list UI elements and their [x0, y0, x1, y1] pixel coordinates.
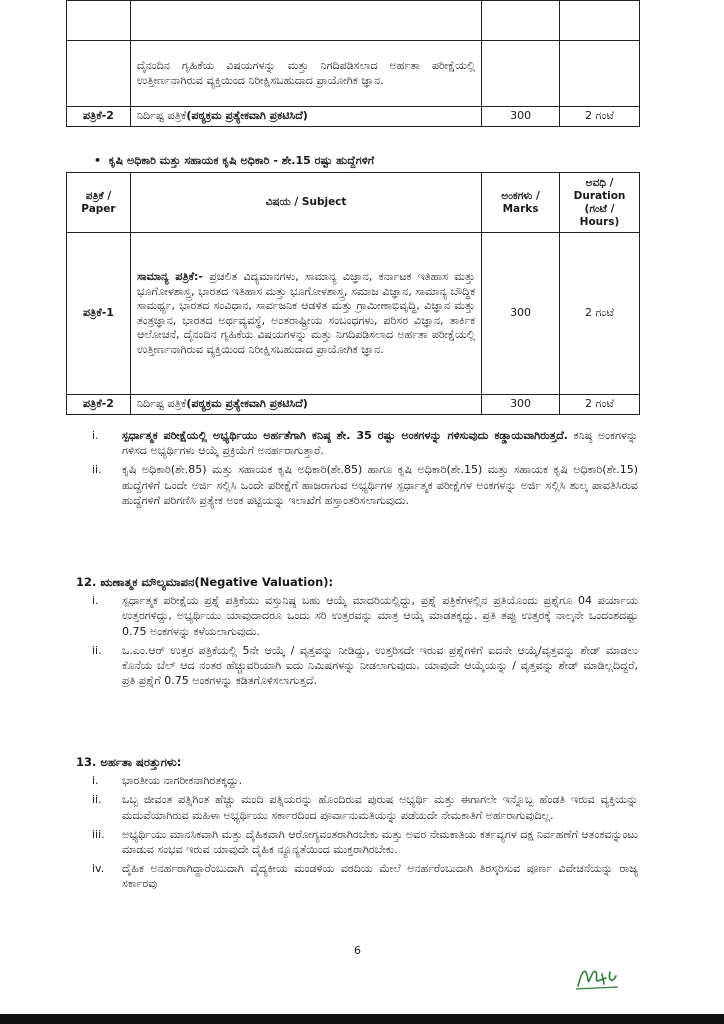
signature-mark — [572, 958, 622, 994]
top-row2-paper: ಪತ್ರಿಕೆ-2 — [67, 107, 131, 127]
top-row2-subject: ನಿರ್ದಿಷ್ಟ ಪತ್ರಿಕೆ(ಪಠ್ಯಕ್ರಮ ಪ್ರತ್ಯೇಕವಾಗಿ ಪ್ರಕಟಿಸಿದೆ) — [130, 107, 481, 127]
bullet-icon: • — [94, 154, 109, 167]
header-paper: ಪತ್ರಿಕೆ / Paper — [67, 173, 131, 233]
section13-item: ii. ಒಬ್ಬ ಜೀವಂತ ಪತ್ನಿಗಿಂತ ಹೆಚ್ಚು ಮಂದಿ ಪತ್ನಿಯರನ್ನು ಹೊಂದಿರುವ ಪುರುಷ ಅಭ್ಯರ್ಥಿ ಮತ್ತು ಈಗಾಗಲೇ ಇನ್ನೊಬ್ಬ ಹೆಂಡತಿ ಇರುವ ವ್ಯಕ್ತಿಯನ್ನು ಮದುವೆಯಾಗಿರುವ ಮಹಿಳಾ ಅಭ್ಯರ್ಥಿಯು ಸರ್ಕಾರದಿಂದ ಪೂರ್ವಾನುಮತಿಯನ್ನು ಪಡೆಯದೇ ನೇಮಕಾತಿಗೆ ಅರ್ಹರಾಗುವುದಿಲ್ಲ. — [92, 793, 638, 822]
page-number: 6 — [354, 944, 361, 957]
note-item: i. ಸ್ಪರ್ಧಾತ್ಮಕ ಪರೀಕ್ಷೆಯಲ್ಲಿ ಅಭ್ಯರ್ಥಿಯು ಅರ್ಹತೆಗಾಗಿ ಕನಿಷ್ಠ ಶೇ. 35 ರಷ್ಟು ಅಂಕಗಳನ್ನು ಗಳಿಸುವುದು ಕಡ್ಡಾಯವಾಗಿರುತ್ತದೆ. ಕನಿಷ್ಠ ಅಂಕಗಳನ್ನು ಗಳಿಸದ ಅಭ್ಯರ್ಥಿಗಳು ಆಯ್ಕೆ ಪ್ರಕ್ರಿಯೆಗೆ ಅನರ್ಹರಾಗುತ್ತಾರೆ. — [92, 429, 639, 458]
section-eligibility — [76, 755, 638, 896]
bottom-edge-bar — [0, 1014, 724, 1024]
section12-item: i. ಸ್ಪರ್ಧಾತ್ಮಕ ಪರೀಕ್ಷೆಯ ಪ್ರಶ್ನೆ ಪತ್ರಿಕೆಯು ವಸ್ತುನಿಷ್ಠ ಬಹು ಆಯ್ಕೆ ಮಾದರಿಯಲ್ಲಿದ್ದು, ಪ್ರಶ್ನೆ ಪತ್ರಿಕೆಗಳಲ್ಲಿನ ಪ್ರತಿಯೊಂದು ಪ್ರಶ್ನೆಗೂ 04 ಪರ್ಯಾಯ ಉತ್ತರಗಳಿದ್ದು, ಅಭ್ಯರ್ಥಿಯು ಯಾವುದಾದರೂ ಒಂದು ಸರಿ ಉತ್ತರವನ್ನು ಮಾತ್ರ ಆಯ್ಕೆ ಮಾಡತಕ್ಕದ್ದು. ಪ್ರತಿ ತಪ್ಪು ಉತ್ತರಕ್ಕೆ ನಾಲ್ಕನೇ ಒಂದಂಶದಷ್ಟು 0.75 ಅಂಕಗಳನ್ನು ಕಳೆಯಲಾಗುವುದು. — [92, 594, 638, 638]
section12-item: ii. ಒ.ಎಂ.ಆರ್ ಉತ್ತರ ಪತ್ರಿಕೆಯಲ್ಲಿ 5ನೇ ಆಯ್ಕೆ / ವೃತ್ತವನ್ನು ನೀಡಿದ್ದು, ಉತ್ತರಿಸದೇ ಇರುವ ಪ್ರಶ್ನೆಗಳಿಗೆ ಐದನೇ ಆಯ್ಕೆ/ವೃತ್ತವನ್ನು ಶೇಡ್ ಮಾಡಲು ಕೊನೆಯ ಬೆಲ್ ಆದ ನಂತರ ಹೆಚ್ಚುವರಿಯಾಗಿ ಐದು ನಿಮಿಷಗಳನ್ನು ನೀಡಲಾಗುವುದು. ಯಾವುದೇ ಆಯ್ಕೆಯನ್ನು / ವೃತ್ತವನ್ನು ಶೇಡ್ ಮಾಡಿಲ್ಲದಿದ್ದರೆ, ಪ್ರತಿ ಪ್ರಶ್ನೆಗೆ 0.75 ಅಂಕಗಳನ್ನು ಕಡಿತಗೊಳಿಸಲಾಗುತ್ತದೆ. — [92, 643, 638, 688]
top-syllabus-table — [66, 0, 640, 127]
section-negative-valuation — [76, 575, 638, 692]
notes-list — [76, 428, 638, 512]
row2-paper: ಪತ್ರಿಕೆ-2 — [67, 395, 131, 415]
top-row1-subject-cell: ದೈನಂದಿನ ಗೃಹಿಕೆಯ ವಿಷಯಗಳನ್ನು ಮತ್ತು ನಿಗದಿಪಡಿಸಲಾದ ಅರ್ಹತಾ ಪರೀಕ್ಷೆಯಲ್ಲಿ ಉತ್ತೀರ್ಣನಾಗಿರುವ ವ್ಯಕ್ತಿಯಿಂದ ನಿರೀಕ್ಷಿಸಬಹುದಾದ ಪ್ರಾಯೋಗಿಕ ಜ್ಞಾನ. — [130, 41, 481, 107]
section-bullet-title: • ಕೃಷಿ ಅಧಿಕಾರಿ ಮತ್ತು ಸಹಾಯಕ ಕೃಷಿ ಅಧಿಕಾರಿ - ಶೇ.15 ರಷ್ಟು ಹುದ್ದೆಗಳಿಗೆ — [94, 154, 375, 167]
header-marks: ಅಂಕಗಳು / Marks — [482, 173, 560, 233]
section13-item: i. ಭಾರತೀಯ ನಾಗರೀಕನಾಗಿರತಕ್ಕದ್ದು. — [92, 774, 243, 788]
top-row2-marks: 300 — [482, 107, 560, 127]
section13-title: 13. ಅರ್ಹತಾ ಷರತ್ತುಗಳು: — [76, 755, 182, 769]
header-duration: ಅವಧಿ / Duration (ಗಂಟೆ / Hours) — [560, 173, 640, 233]
row1-paper: ಪತ್ರಿಕೆ-1 — [67, 233, 131, 395]
row2-duration: 2 ಗಂಟೆ — [560, 395, 640, 415]
section12-title: 12. ಋಣಾತ್ಮಕ ಮೌಲ್ಯಮಾಪನ(Negative Valuation): — [76, 575, 334, 589]
note-item: ii. ಕೃಷಿ ಅಧಿಕಾರಿ(ಶೇ.85) ಮತ್ತು ಸಹಾಯಕ ಕೃಷಿ ಅಧಿಕಾರಿ(ಶೇ.85) ಹಾಗೂ ಕೃಷಿ ಅಧಿಕಾರಿ(ಶೇ.15) ಮತ್ತು ಸಹಾಯಕ ಕೃಷಿ ಅಧಿಕಾರಿ(ಶೇ.15) ಹುದ್ದೆಗಳಿಗೆ ಒಂದೇ ಅರ್ಜಿ ಸಲ್ಲಿಸಿ ಒಂದೇ ಪರೀಕ್ಷೆಗೆ ಹಾಜರಾಗುವ ಅಭ್ಯರ್ಥಿಗಳ ಸ್ಪರ್ಧಾತ್ಮಕ ಪರೀಕ್ಷೆಗಳ ಅಂಕಗಳನ್ನು ಅರ್ಜಿ ಸಲ್ಲಿಸಿ ಶುಲ್ಕ ಪಾವತಿಸಿರುವ ಹುದ್ದೆಗಳಿಗೆ ಪರಿಗಣಿಸಿ ಪ್ರತ್ಯೇಕ ಅಂಕ ಪಟ್ಟಿಯನ್ನು ಇಲಾಖೆಗೆ ಹಸ್ತಾಂತರಿಸಲಾಗುವುದು. — [92, 463, 638, 507]
top-row1-paper-cell — [67, 41, 131, 107]
header-subject: ವಿಷಯ / Subject — [130, 173, 481, 233]
row2-subject: ನಿರ್ದಿಷ್ಟ ಪತ್ರಿಕೆ(ಪಠ್ಯಕ್ರಮ ಪ್ರತ್ಯೇಕವಾಗಿ ಪ್ರಕಟಿಸಿದೆ) — [130, 395, 481, 415]
main-syllabus-table — [66, 172, 640, 415]
row2-marks: 300 — [482, 395, 560, 415]
row1-marks: 300 — [482, 233, 560, 395]
section13-item: iii. ಅಭ್ಯರ್ಥಿಯು ಮಾನಸಿಕವಾಗಿ ಮತ್ತು ದೈಹಿಕವಾಗಿ ಆರೋಗ್ಯವಂತರಾಗಿರಬೇಕು ಮತ್ತು ಅವರ ನೇಮಕಾತಿಯ ಕರ್ತವ್ಯಗಳ ದಕ್ಷ ನಿರ್ವಹಣೆಗೆ ಆತಂಕವನ್ನುಂಟು ಮಾಡುವ ಸಂಭವ ಇರುವ ಯಾವುದೇ ದೈಹಿಕ ನ್ಯೂನ್ಯತೆಯಿಂದ ಮುಕ್ತರಾಗಿರಬೇಕು. — [92, 827, 638, 857]
row1-subject: ಸಾಮಾನ್ಯ ಪತ್ರಿಕೆ:- ಪ್ರಚಲಿತ ವಿದ್ಯಮಾನಗಳು, ಸಾಮಾನ್ಯ ವಿಜ್ಞಾನ, ಕರ್ನಾಟಕ ಇತಿಹಾಸ ಮತ್ತು ಭೂಗೋಳಶಾಸ್ತ್ರ, ಭಾರತದ ಇತಿಹಾಸ ಮತ್ತು ಭೂಗೋಳಶಾಸ್ತ್ರ, ಸಮಾಜ ವಿಜ್ಞಾನ, ಸಾಮಾನ್ಯ ಬೌದ್ಧಿಕ ಸಾಮರ್ಥ್ಯ, ಭಾರತದ ಸಂವಿಧಾನ, ಸಾರ್ವಜನಿಕ ಆಡಳಿತ ಮತ್ತು ಗ್ರಾಮೀಣಾಭಿವೃದ್ಧಿ, ವಿಜ್ಞಾನ ಮತ್ತು ತಂತ್ರಜ್ಞಾನ, ಭಾರತದ ಅರ್ಥವ್ಯವಸ್ಥೆ, ಅಂತರಾಷ್ಟ್ರೀಯ ಸಂಬಂಧಗಳು, ಪರಿಸರ ವಿಜ್ಞಾನ, ತಾರ್ಕಿಕ ಆಲೋಚನೆ, ದೈನಂದಿನ ಗೃಹಿಕೆಯ ವಿಷಯಗಳನ್ನು ಮತ್ತು ನಿಗದಿಪಡಿಸಲಾದ ಅರ್ಹತಾ ಪರೀಕ್ಷೆಯಲ್ಲಿ ಉತ್ತೀರ್ಣನಾಗಿರುವ ವ್ಯಕ್ತಿಯಿಂದ ನಿರೀಕ್ಷಿಸಬಹುದಾದ ಪ್ರಾಯೋಗಿಕ ಜ್ಞಾನ. — [130, 233, 481, 395]
top-row2-duration: 2 ಗಂಟೆ — [560, 107, 640, 127]
section13-item: iv. ದೈಹಿಕ ಅನರ್ಹರಾಗಿದ್ದಾರೆಂಬುದಾಗಿ ವೈದ್ಯಕೀಯ ಮಂಡಳಿಯ ವರದಿಯ ಮೇಲೆ ಅನರ್ಹರೆಂಬುದಾಗಿ ತಿರಸ್ಕರಿಸುವ ಪೂರ್ಣ ವಿವೇಚನೆಯನ್ನು ರಾಜ್ಯ ಸರ್ಕಾರವು — [92, 862, 638, 891]
row1-duration: 2 ಗಂಟೆ — [560, 233, 640, 395]
